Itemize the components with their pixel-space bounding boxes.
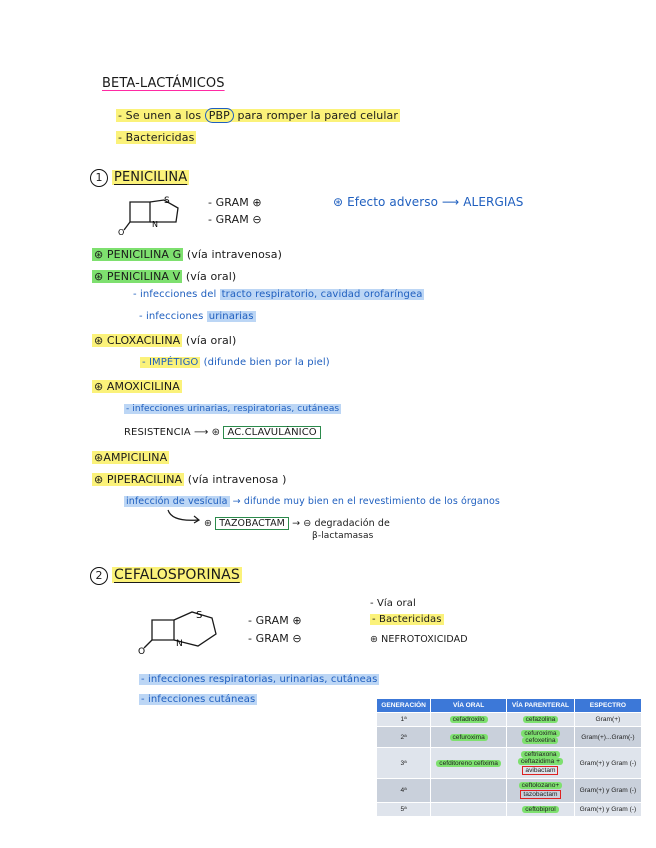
cell-oral bbox=[431, 727, 507, 748]
piperacilina-note: (vía intravenosa ) bbox=[187, 473, 287, 486]
cef-nefrotoxicidad: ⊛ NEFROTOXICIDAD bbox=[370, 634, 468, 645]
drug-pill: ceftriaxona bbox=[521, 751, 559, 758]
drug-pill: ceftazidima + bbox=[518, 758, 563, 765]
tazo-pre: ⊛ bbox=[204, 518, 213, 529]
drug-pill: cefuroxima bbox=[521, 730, 559, 737]
section-1-heading bbox=[90, 169, 189, 187]
cell-oral bbox=[431, 713, 507, 727]
cloxacilina-row bbox=[92, 334, 236, 347]
cell-spectrum: Gram(+)...Gram(-) bbox=[574, 727, 641, 748]
svg-text:O: O bbox=[118, 228, 125, 236]
cell-oral bbox=[431, 779, 507, 803]
drug-pill: cefazolina bbox=[523, 716, 559, 723]
cell-gen: 2ª bbox=[377, 727, 431, 748]
impetigo-label: - IMPÉTIGO bbox=[142, 357, 199, 368]
page-title: BETA-LACTÁMICOS bbox=[102, 76, 225, 91]
section-1-number: 1 bbox=[90, 169, 108, 187]
intro-text-post: para romper la pared celular bbox=[237, 109, 398, 122]
penicillin-structure-icon bbox=[116, 194, 192, 236]
svg-text:O: O bbox=[138, 647, 146, 656]
resistencia-pre: RESISTENCIA ⟶ ⊛ bbox=[124, 427, 221, 438]
tazo-note-1: → ⊖ degradación de bbox=[292, 518, 390, 529]
generations-table bbox=[376, 698, 642, 817]
penicilina-v-note: (vía oral) bbox=[185, 270, 237, 283]
cef-sub2-text: - infecciones cutáneas bbox=[141, 694, 256, 705]
penicilina-g-label: ⊛ PENICILINA G bbox=[94, 248, 182, 261]
table-row bbox=[377, 748, 642, 779]
cef-gram-neg: - GRAM ⊖ bbox=[248, 632, 302, 645]
cell-parenteral bbox=[507, 748, 575, 779]
cell-parenteral bbox=[507, 779, 575, 803]
svg-text:N: N bbox=[152, 220, 158, 229]
resistencia-row bbox=[124, 427, 321, 438]
cef-sub1-text: - infecciones respiratorias, urinarias, cutáneas bbox=[141, 674, 378, 685]
tazo-note-2: β-lactamasas bbox=[312, 531, 374, 541]
impetigo-note: (difunde bien por la piel) bbox=[203, 357, 330, 368]
cell-gen: 5ª bbox=[377, 803, 431, 817]
penicilina-g-note: (vía intravenosa) bbox=[186, 248, 283, 261]
cef-sub-2 bbox=[139, 694, 257, 705]
cell-parenteral bbox=[507, 727, 575, 748]
cloxacilina-label: ⊛ CLOXACILINA bbox=[94, 334, 181, 347]
v-sub2-hl: urinarias bbox=[208, 311, 254, 322]
tazobactam-box: TAZOBACTAM bbox=[215, 517, 289, 530]
table-row bbox=[377, 779, 642, 803]
table-row bbox=[377, 727, 642, 748]
cloxacilina-note: (vía oral) bbox=[185, 334, 237, 347]
penicilina-v-sub-1 bbox=[133, 289, 424, 300]
th-via-parenteral: VÍA PARENTERAL bbox=[507, 699, 575, 713]
cell-spectrum: Gram(+) bbox=[574, 713, 641, 727]
inhibitor-box: tazobactam bbox=[520, 790, 560, 799]
penicilina-v-row bbox=[92, 270, 236, 283]
piperacilina-label: ⊛ PIPERACILINA bbox=[94, 473, 183, 486]
svg-text:N: N bbox=[176, 639, 183, 649]
tazobactam-row bbox=[204, 518, 390, 529]
clavulanico-box: AC.CLAVULÁNICO bbox=[223, 426, 320, 439]
v-sub1-pre: - infecciones del bbox=[133, 289, 217, 300]
inhibitor-box: avibactam bbox=[522, 766, 558, 775]
th-espectro: ESPECTRO bbox=[574, 699, 641, 713]
v-sub2-pre: - infecciones bbox=[139, 311, 204, 322]
pen-gram-neg: - GRAM ⊖ bbox=[208, 213, 262, 226]
pen-gram-pos: - GRAM ⊕ bbox=[208, 196, 262, 209]
cell-gen: 3ª bbox=[377, 748, 431, 779]
drug-pill: ceftobiprol bbox=[522, 806, 558, 813]
pbp-circled: PBP bbox=[205, 108, 234, 123]
th-via-oral: VÍA ORAL bbox=[431, 699, 507, 713]
vesicula-label: infección de vesícula bbox=[126, 496, 228, 507]
cloxacilina-sub bbox=[140, 357, 330, 368]
vesicula-note: → difunde muy bien en el revestimiento de los órganos bbox=[232, 496, 500, 507]
drug-pill: cefadroxilo bbox=[450, 716, 488, 723]
svg-text:S: S bbox=[164, 196, 170, 206]
piperacilina-row bbox=[92, 473, 287, 486]
svg-text:S: S bbox=[196, 610, 203, 621]
cell-spectrum: Gram(+) y Gram (-) bbox=[574, 748, 641, 779]
cef-bactericidas-row bbox=[370, 614, 444, 625]
curved-arrow-icon bbox=[164, 508, 204, 526]
cephalosporin-structure-icon bbox=[136, 608, 236, 656]
amoxicilina-label: ⊛ AMOXICILINA bbox=[94, 380, 180, 393]
amoxicilina-row bbox=[92, 380, 182, 393]
cell-spectrum: Gram(+) y Gram (-) bbox=[574, 803, 641, 817]
cef-gram-pos: - GRAM ⊕ bbox=[248, 614, 302, 627]
table-row bbox=[377, 803, 642, 817]
intro-line-2 bbox=[116, 131, 196, 144]
cell-gen: 1ª bbox=[377, 713, 431, 727]
amoxicilina-sub bbox=[124, 404, 341, 414]
intro-text-pre: - Se unen a los bbox=[118, 109, 202, 122]
penicilina-g-row bbox=[92, 248, 282, 261]
cell-parenteral bbox=[507, 803, 575, 817]
amox-sub-text: - infecciones urinarias, respiratorias, cutáneas bbox=[126, 404, 340, 414]
cef-sub-1 bbox=[139, 674, 379, 685]
cell-oral bbox=[431, 748, 507, 779]
section-2-heading bbox=[90, 567, 242, 585]
penicilina-v-sub-2 bbox=[139, 311, 256, 322]
penicilina-heading: PENICILINA bbox=[114, 170, 188, 185]
bactericidas-label: - Bactericidas bbox=[118, 131, 195, 144]
table-row bbox=[377, 713, 642, 727]
cell-spectrum: Gram(+) y Gram (-) bbox=[574, 779, 641, 803]
cell-parenteral bbox=[507, 713, 575, 727]
cef-bactericidas: - Bactericidas bbox=[372, 614, 442, 625]
cef-via-oral: - Vía oral bbox=[370, 598, 416, 609]
drug-pill: cefditoreno cefixima bbox=[436, 760, 501, 767]
th-generacion: GENERACIÓN bbox=[377, 699, 431, 713]
ampicilina-label: ⊛AMPICILINA bbox=[94, 451, 168, 464]
cell-oral bbox=[431, 803, 507, 817]
intro-line-1 bbox=[116, 109, 400, 122]
cefalosporinas-heading: CEFALOSPORINAS bbox=[114, 567, 240, 583]
drug-pill: cefuroxima bbox=[450, 734, 488, 741]
section-2-number: 2 bbox=[90, 567, 108, 585]
drug-pill: cefoxetina bbox=[522, 737, 558, 744]
piperacilina-sub bbox=[124, 496, 500, 507]
cell-gen: 4ª bbox=[377, 779, 431, 803]
table-header-row bbox=[377, 699, 642, 713]
drug-pill: ceftolozano+ bbox=[519, 782, 563, 789]
v-sub1-hl: tracto respiratorio, cavidad orofaríngea bbox=[221, 289, 423, 300]
adverse-effect-note: ⊛ Efecto adverso ⟶ ALERGIAS bbox=[333, 195, 524, 209]
penicilina-v-label: ⊛ PENICILINA V bbox=[94, 270, 181, 283]
ampicilina-row bbox=[92, 451, 169, 464]
